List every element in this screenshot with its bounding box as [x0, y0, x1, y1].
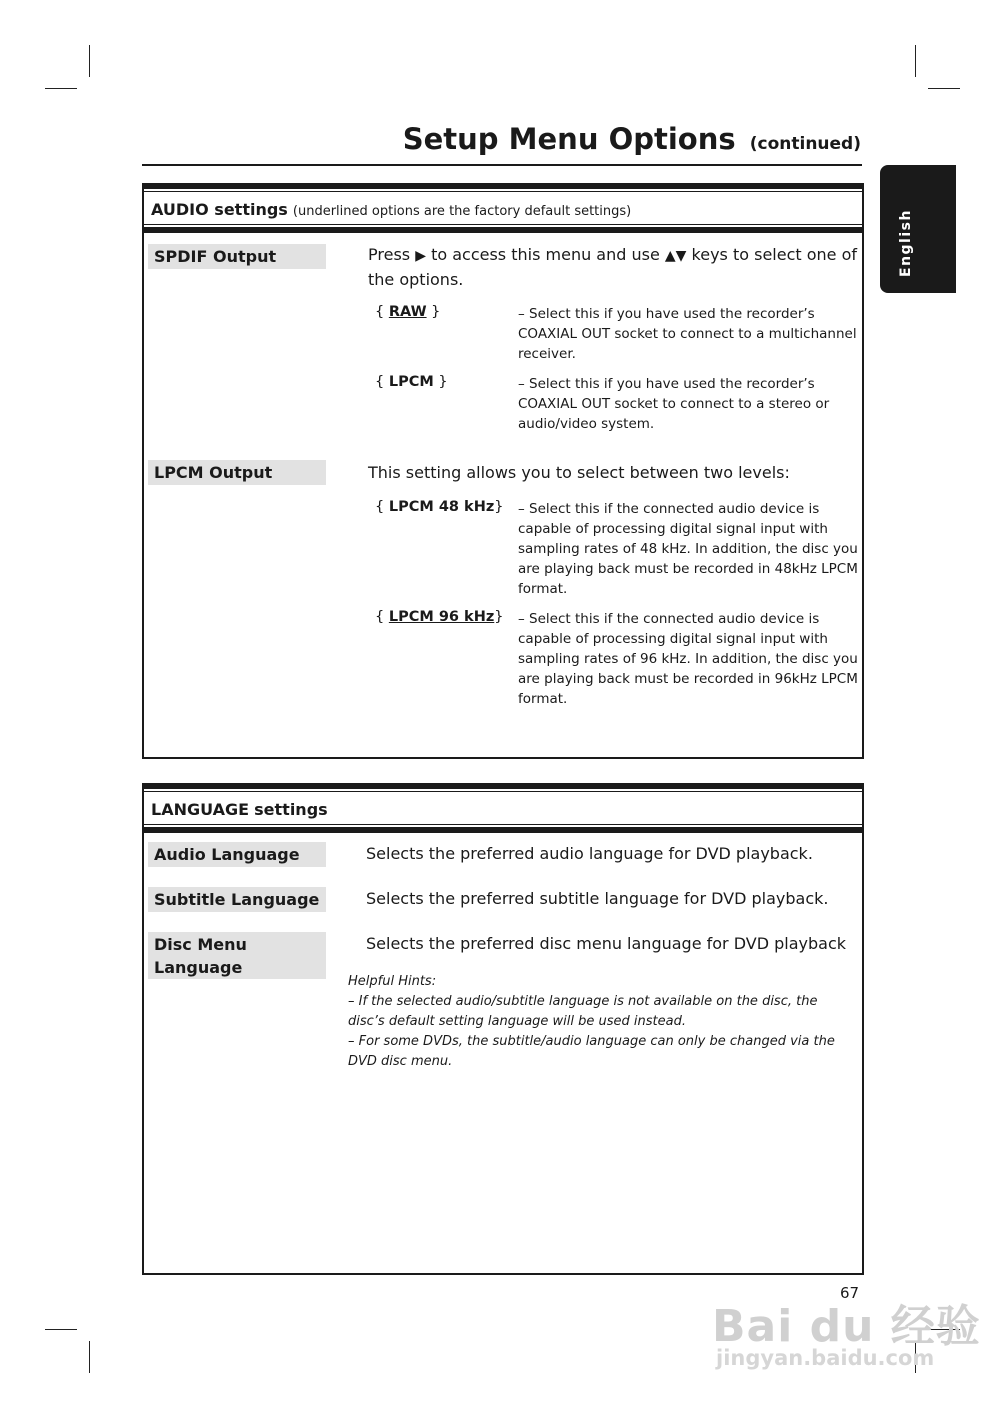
- helpful-hint-1: – If the selected audio/subtitle language is not available on the disc, the disc’s default setting language will be used instead.: [348, 994, 818, 1029]
- disc-menu-language-description: Selects the preferred disc menu language for DVD playback: [366, 934, 847, 953]
- watermark-logo: Bai du 经验: [712, 1301, 981, 1352]
- watermark-url: jingyan.baidu.com: [716, 1346, 935, 1370]
- lpcm-48-description: – Select this if the connected audio device is capable of processing digital signal input with sampling rates of 48 kHz. In addition, the disc you are playing back must be recorded in 48kHz LPCM format.: [518, 501, 858, 597]
- lpcm-48-label: LPCM 48 kHz: [388, 499, 495, 515]
- audio-language-description: Selects the preferred audio language for DVD playback.: [366, 844, 813, 863]
- crop-mark: [89, 1341, 90, 1373]
- spdif-output-label: SPDIF Output: [148, 244, 326, 269]
- audio-settings-note: (underlined options are the factory default settings): [292, 204, 632, 219]
- spdif-raw-option: { RAW }: [375, 304, 441, 320]
- crop-mark: [45, 88, 77, 89]
- spdif-intro-keys: keys to select one of the options.: [368, 245, 858, 289]
- disc-menu-label-line2: Language: [154, 958, 243, 977]
- spdif-intro-press: Press: [368, 245, 411, 264]
- helpful-hint-2: – For some DVDs, the subtitle/audio language can only be changed via the DVD disc menu.: [348, 1034, 835, 1069]
- title-rule: [142, 164, 862, 166]
- disc-menu-label-line1: Disc Menu: [154, 935, 247, 954]
- helpful-hints-title: Helpful Hints:: [348, 974, 437, 989]
- lpcm-48-option: { LPCM 48 kHz}: [375, 499, 504, 515]
- language-settings-header: [144, 783, 862, 833]
- spdif-intro-access: to access this menu and use: [431, 245, 660, 264]
- lpcm-output-label: LPCM Output: [148, 460, 326, 485]
- page-title-continued: (continued): [749, 134, 861, 154]
- disc-menu-language-label: [148, 932, 326, 979]
- helpful-hints: [348, 972, 858, 1072]
- subtitle-language-label: Subtitle Language: [148, 887, 326, 912]
- spdif-output-intro: [368, 243, 858, 291]
- language-tab: [880, 165, 956, 293]
- spdif-lpcm-description: – Select this if you have used the recorder’s COAXIAL OUT socket to connect to a stereo or audio/video system.: [518, 376, 830, 432]
- language-settings-heading: LANGUAGE: [151, 800, 250, 819]
- crop-mark: [915, 45, 916, 77]
- language-tab-label: English: [898, 209, 914, 277]
- subtitle-language-description: Selects the preferred subtitle language for DVD playback.: [366, 889, 829, 908]
- page-title-text: Setup Menu Options: [402, 122, 736, 156]
- up-down-arrows-icon: ▲▼: [664, 248, 687, 264]
- page-title: [403, 122, 861, 156]
- crop-mark: [45, 1329, 77, 1330]
- lpcm-output-intro: This setting allows you to select between two levels:: [368, 463, 790, 482]
- lpcm-96-label: LPCM 96 kHz: [388, 609, 495, 625]
- spdif-lpcm-option: { LPCM }: [375, 374, 448, 390]
- audio-settings-header: [144, 183, 862, 233]
- page-number: 67: [840, 1284, 860, 1302]
- crop-mark: [89, 45, 90, 77]
- lpcm-96-description: – Select this if the connected audio device is capable of processing digital signal input with sampling rates of 96 kHz. In addition, the disc you are playing back must be recorded in 96kHz LPCM format.: [518, 611, 858, 707]
- audio-settings-heading: AUDIO settings: [151, 200, 288, 219]
- audio-language-label: Audio Language: [148, 842, 326, 867]
- spdif-raw-description: – Select this if you have used the recorder’s COAXIAL OUT socket to connect to a multichannel receiver.: [518, 306, 857, 362]
- language-settings-heading-rest: settings: [254, 800, 328, 819]
- lpcm-96-option: { LPCM 96 kHz}: [375, 609, 504, 625]
- lpcm-option-label: LPCM: [388, 374, 434, 390]
- raw-option-label: RAW: [388, 304, 427, 320]
- crop-mark: [928, 88, 960, 89]
- right-arrow-icon: ▶: [415, 248, 426, 264]
